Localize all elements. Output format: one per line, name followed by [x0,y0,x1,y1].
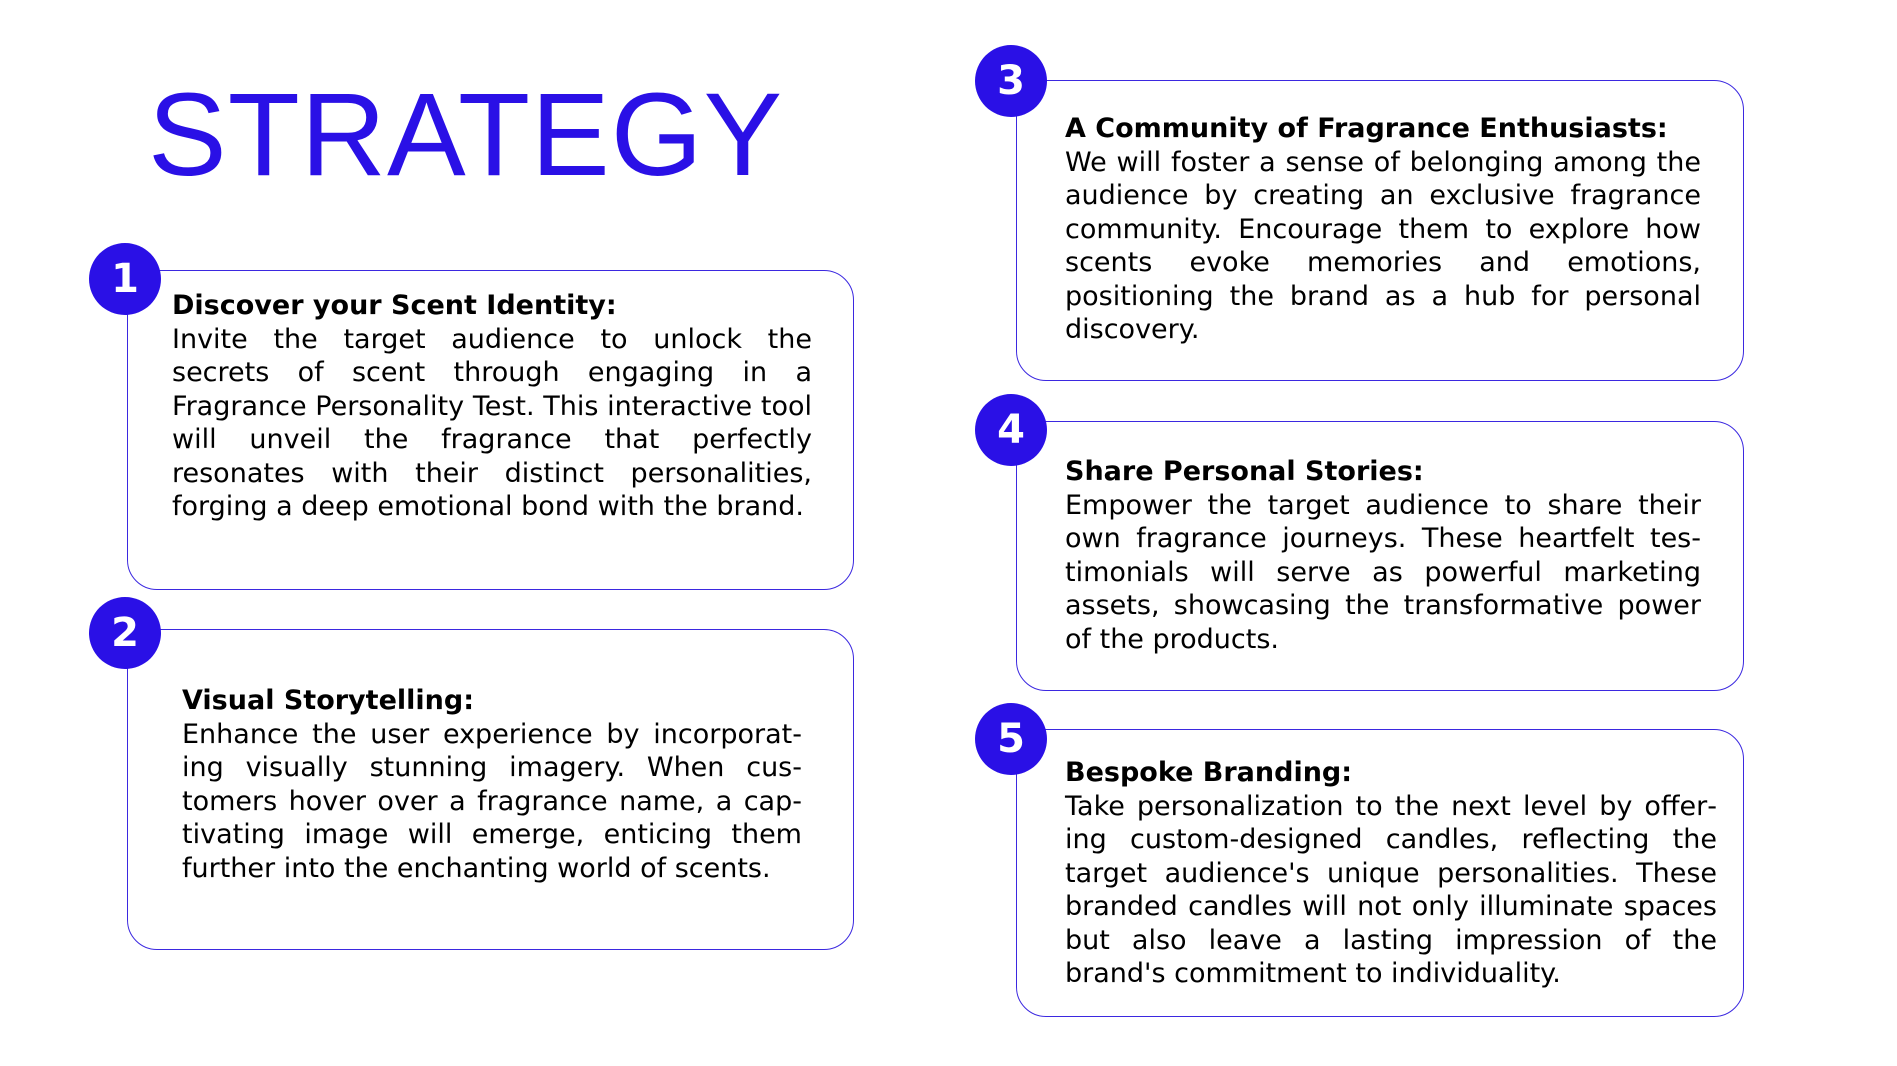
step-number-badge-1: 1 [89,243,161,315]
card-heading: Bespoke Branding: [1065,757,1353,788]
card-content [172,289,812,524]
card-body: Take personalization to the next level by offering custom-designed candles, reflecting the target audience's unique personalities. These branded candles will not only illuminate spaces but also leave a lasting impression of the brand's commitment to individuality. [1065,790,1717,989]
card-body: Invite the target audience to unlock the secrets of scent through engaging in a Fragrance Personality Test. This interactive tool will unveil the fragrance that perfectly resonates with their distinct personalities, forging a deep emotional bond with the brand. [172,323,812,522]
card-heading: Discover your Scent Identity: [172,290,617,321]
card-body: Empower the target audience to share their own fragrance journeys. These heartfelt testimonials will serve as powerful marketing assets, showcasing the transformative power of the products. [1065,489,1701,655]
step-number-badge-3: 3 [975,45,1047,117]
step-number-badge-4: 4 [975,394,1047,466]
step-number-badge-5: 5 [975,703,1047,775]
card-heading: Visual Storytelling: [182,685,474,716]
card-content [182,684,802,885]
strategy-card-3 [1016,80,1744,381]
strategy-card-5 [1016,729,1744,1017]
step-number-badge-2: 2 [89,597,161,669]
card-content [1065,112,1701,347]
strategy-card-2 [127,629,854,950]
card-body: We will foster a sense of belonging among the audience by creating an exclusive fragrance community. Encourage them to explore how scents evoke memories and emotions, positioning the brand as a hub for personal discovery. [1065,146,1701,345]
strategy-card-1 [127,270,854,590]
strategy-card-4 [1016,421,1744,691]
page-title: STRATEGY [148,69,784,201]
card-content [1065,455,1701,656]
card-heading: A Community of Fragrance Enthusiasts: [1065,113,1668,144]
card-body: Enhance the user experience by incorporating visually stunning imagery. When customers hover over a fragrance name, a captivating image will emerge, enticing them further into the enchanting world of scents. [182,718,802,884]
card-content [1065,756,1717,991]
card-heading: Share Personal Stories: [1065,456,1424,487]
